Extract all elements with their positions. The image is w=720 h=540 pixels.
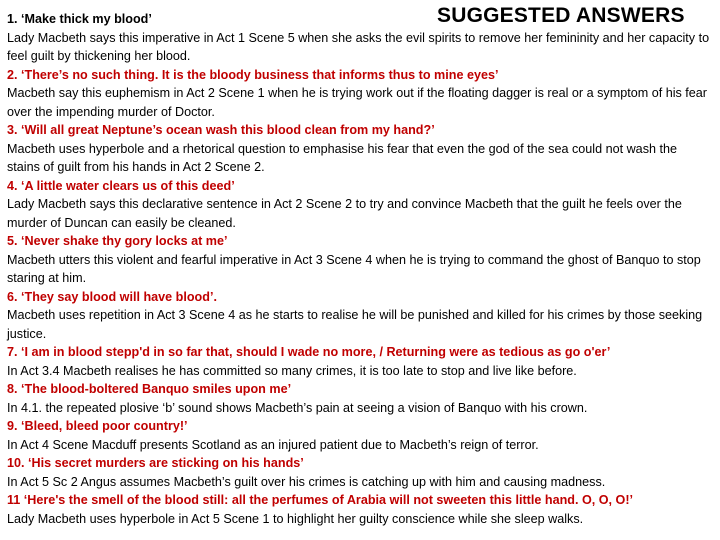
answer-5: Macbeth utters this violent and fearful imperative in Act 3 Scene 4 when he is trying to command the ghost of Banquo to stop staring at him. <box>7 252 701 285</box>
quote-7: 7. ‘I am in blood stepp'd in so far that, should I wade no more, / Returning were as tedious as go o'er’ <box>7 345 611 359</box>
answer-8: In 4.1. the repeated plosive ‘b’ sound shows Macbeth’s pain at seeing a vision of Banquo with his crown. <box>7 400 588 415</box>
answer-1: Lady Macbeth says this imperative in Act 1 Scene 5 when she asks the evil spirits to remove her femininity and her capacity to feel guilt by thickening her blood. <box>7 30 710 63</box>
quote-5: 5. ‘Never shake thy gory locks at me’ <box>7 234 228 248</box>
answers-list <box>7 10 713 528</box>
page-title: SUGGESTED ANSWERS <box>437 4 685 27</box>
answer-10: In Act 5 Sc 2 Angus assumes Macbeth’s guilt over his crimes is catching up with him and causing madness. <box>7 474 606 489</box>
answer-3: Macbeth uses hyperbole and a rhetorical question to emphasise his fear that even the god of the sea could not wash the stains of guilt from his hands in Act 2 Scene 2. <box>7 141 677 174</box>
answer-4: Lady Macbeth says this declarative sentence in Act 2 Scene 2 to try and convince Macbeth that the guilt he feels over the murder of Duncan can easily be cleaned. <box>7 197 682 230</box>
quote-9: 9. ‘Bleed, bleed poor country!’ <box>7 419 188 433</box>
quote-6: 6. ‘They say blood will have blood’. <box>7 289 217 304</box>
answer-9: In Act 4 Scene Macduff presents Scotland as an injured patient due to Macbeth’s reign of terror. <box>7 437 539 452</box>
quote-4: 4. ‘A little water clears us of this deed’ <box>7 178 235 193</box>
quote-11: 11 ‘Here's the smell of the blood still: all the perfumes of Arabia will not sweeten this little hand. O, O, O!’ <box>7 493 634 507</box>
quote-10: 10. ‘His secret murders are sticking on his hands’ <box>7 456 304 470</box>
quote-1: 1. ‘Make thick my blood’ <box>7 12 152 26</box>
answer-6: Macbeth uses repetition in Act 3 Scene 4 as he starts to realise he will be punished and killed for his crimes by those seeking justice. <box>7 308 703 341</box>
answer-11: Lady Macbeth uses hyperbole in Act 5 Scene 1 to highlight her guilty conscience while she sleep walks. <box>7 511 584 526</box>
answer-2: Macbeth say this euphemism in Act 2 Scene 1 when he is trying work out if the floating dagger is real or a symptom of his fear over the impending murder of Doctor. <box>7 86 707 119</box>
quote-8: 8. ‘The blood-boltered Banquo smiles upon me’ <box>7 382 292 396</box>
answer-7: In Act 3.4 Macbeth realises he has committed so many crimes, it is too late to stop and live like before. <box>7 363 577 378</box>
quote-2: 2. ‘There’s no such thing. It is the bloody business that informs thus to mine eyes’ <box>7 67 499 82</box>
quote-3: 3. ‘Will all great Neptune’s ocean wash this blood clean from my hand?’ <box>7 123 435 137</box>
